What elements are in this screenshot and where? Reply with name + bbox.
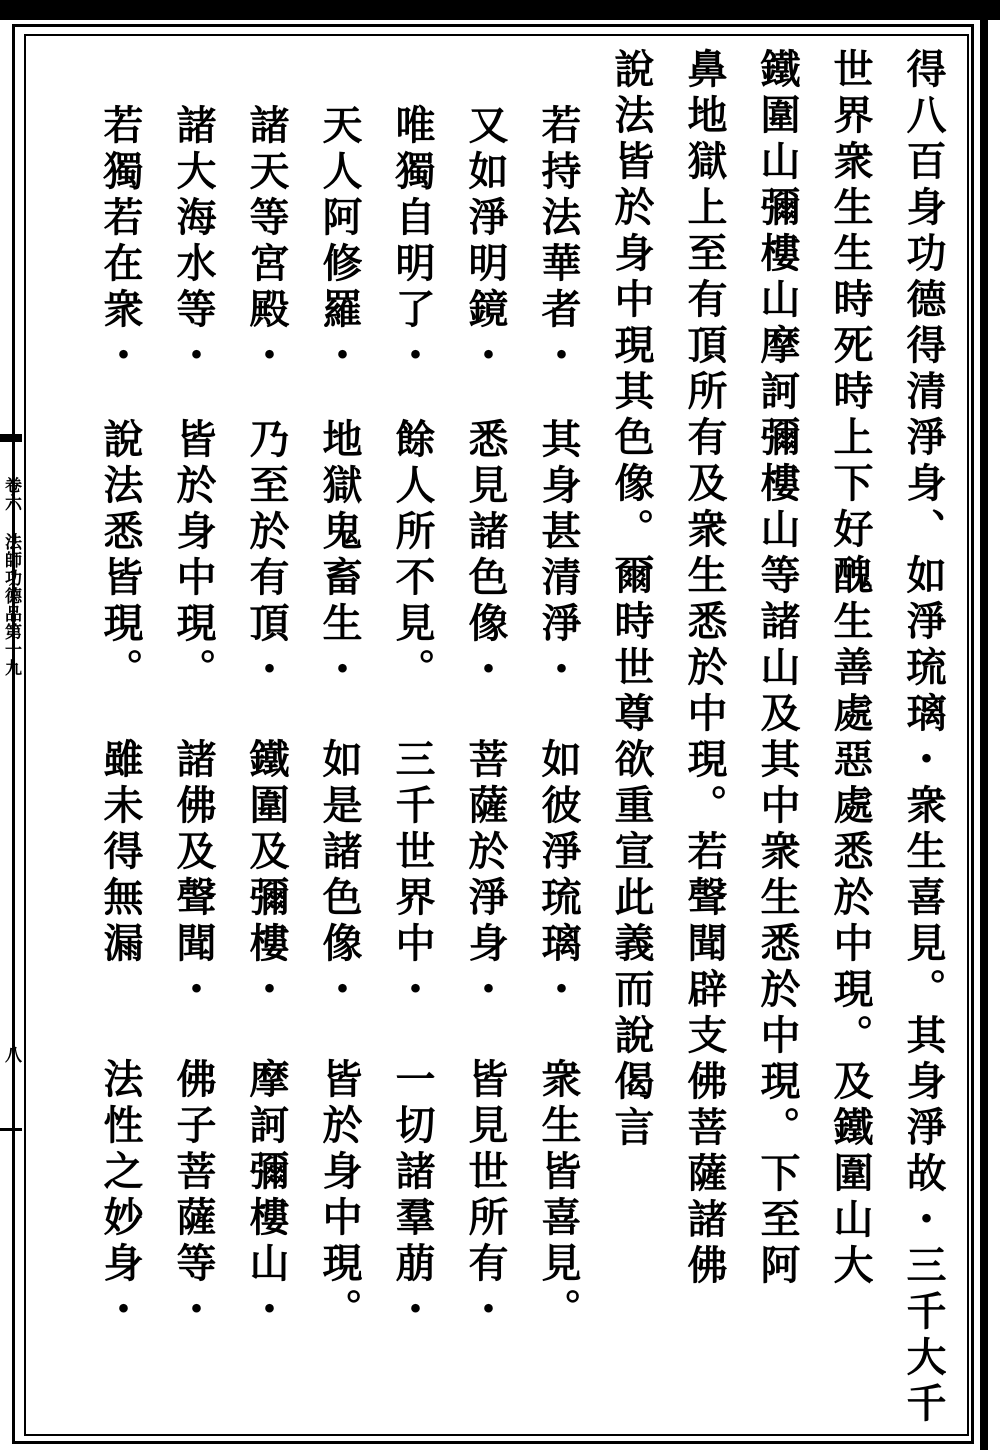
verse-line: 雖未得無漏 <box>97 738 144 968</box>
verse-line: 諸佛及聲聞・ <box>170 738 217 1014</box>
verse-line: 說法悉皆現。 <box>97 418 144 694</box>
verse-line: 天人阿修羅・ <box>316 104 363 380</box>
margin-rule <box>0 1128 22 1131</box>
verse-line: 三千世界中・ <box>389 738 436 1014</box>
verse-line: 若獨若在衆・ <box>97 104 144 380</box>
text-body <box>40 48 960 1428</box>
verse-line: 悉見諸色像・ <box>462 418 509 694</box>
verse-line: 乃至於有頂・ <box>243 418 290 694</box>
verse-line: 一切諸羣萠・ <box>389 1058 436 1334</box>
verse-line: 諸天等宮殿・ <box>243 104 290 380</box>
verse-line: 又如淨明鏡・ <box>462 104 509 380</box>
verse-line: 皆於身中現。 <box>316 1058 363 1334</box>
verse-line: 諸大海水等・ <box>170 104 217 380</box>
verse-column <box>522 48 595 1428</box>
verse-line: 如彼淨琉璃・ <box>535 738 582 1014</box>
verse-line: 衆生皆喜見。 <box>535 1058 582 1334</box>
verse-column <box>84 48 157 1428</box>
verse-column <box>376 48 449 1428</box>
verse-line: 佛子菩薩等・ <box>170 1058 217 1334</box>
page-margin <box>0 36 22 1436</box>
prose-column: 說法皆於身中現其色像。爾時世尊欲重宣此義而說偈言 <box>608 48 655 1152</box>
verse-line: 摩訶彌樓山・ <box>243 1058 290 1334</box>
verse-line: 法性之妙身・ <box>97 1058 144 1334</box>
verse-column <box>449 48 522 1428</box>
prose-column: 得八百身功德得清淨身、如淨琉璃・衆生喜見。其身淨故・三千大千 <box>900 48 947 1428</box>
verse-column <box>157 48 230 1428</box>
verse-column <box>230 48 303 1428</box>
page-number: 八 <box>1 1046 21 1063</box>
verse-line: 如是諸色像・ <box>316 738 363 1014</box>
prose-column: 鼻地獄上至有頂所有及衆生悉於中現。若聲聞辟支佛菩薩諸佛 <box>681 48 728 1290</box>
margin-rule <box>0 434 22 442</box>
verse-line: 鐵圍及彌樓・ <box>243 738 290 1014</box>
verse-line: 皆見世所有・ <box>462 1058 509 1334</box>
prose-column: 世界衆生生時死時上下好醜生善處惡處悉於中現。及鐵圍山大 <box>827 48 874 1290</box>
verse-line: 其身甚清淨・ <box>535 418 582 694</box>
verse-line: 菩薩於淨身・ <box>462 738 509 1014</box>
verse-line: 餘人所不見。 <box>389 418 436 694</box>
verse-line: 唯獨自明了・ <box>389 104 436 380</box>
page-right-border <box>980 20 988 1450</box>
prose-column: 鐵圍山彌樓山摩訶彌樓山等諸山及其中衆生悉於中現。下至阿 <box>754 48 801 1290</box>
verse-line: 皆於身中現。 <box>170 418 217 694</box>
chapter-title: 卷六 法師功德品第十九 <box>1 476 21 677</box>
verse-column <box>303 48 376 1428</box>
verse-line: 若持法華者・ <box>535 104 582 380</box>
verse-line: 地獄鬼畜生・ <box>316 418 363 694</box>
page-top-border <box>0 0 1000 20</box>
